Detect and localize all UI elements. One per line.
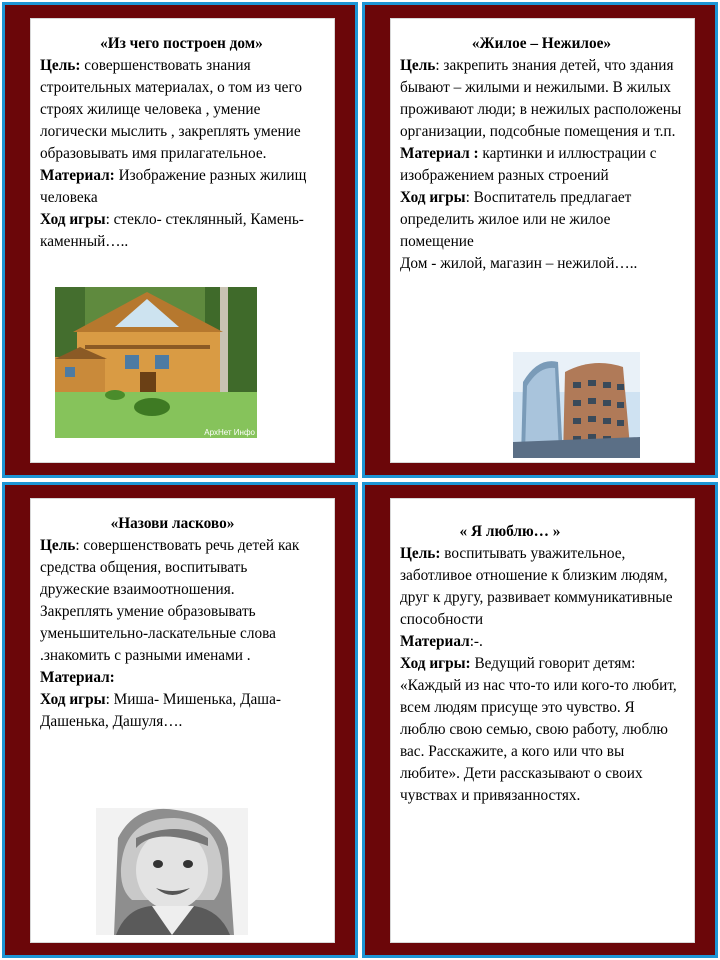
card-3-material-label: Материал: — [40, 669, 115, 686]
card-4-course-text: Ведущий говорит детям: «Каждый из нас что-то или кого-то любит, всем людям присуще это чувство. Я люблю свою семью, свою работу, люблю вас. Расскажите, а кого или что вы любите». Дети рассказывают о своих чувствах и привязанностях. — [400, 655, 677, 804]
card-3-goal-label: Цель — [40, 537, 76, 554]
card-2-example-text: Дом - жилой, магазин – нежилой….. — [400, 255, 638, 272]
card-1-course-text: : стекло- стеклянный, Камень-каменный….. — [40, 211, 304, 250]
wooden-house-photo — [55, 287, 257, 438]
card-4-goal-label: Цель: — [400, 545, 441, 562]
card-1-goal-label: Цель: — [40, 57, 81, 74]
card-2-material-text: картинки и иллюстрации с изображением разных строений — [400, 145, 657, 184]
card-2-material-label: Материал : — [400, 145, 479, 162]
card-1-course-label: Ход игры — [40, 211, 106, 228]
card-2-title: «Жилое – Нежилое» — [471, 35, 612, 52]
card-1-goal-text: совершенствовать знания строительных материалах, о том из чего строях жилище человека , умение логически мыслить , закреплять умение образовывать имя прилагательное. — [40, 57, 302, 162]
card-3-goal-text: : совершенствовать речь детей как средства общения, воспитывать дружеские взаимоотношения. Закреплять умение образовывать уменьшительно-ласкательные слова .знакомить с разными именами . — [40, 537, 300, 664]
card-3-course-text: : Миша- Мишенька, Даша- Дашенька, Дашуля…. — [40, 691, 281, 730]
card-1-title: «Из чего построен дом» — [100, 35, 263, 52]
card-4-body — [400, 543, 683, 807]
card-4-material-label: Материал — [400, 633, 470, 650]
card-2-goal-text: : закрепить знания детей, что здания бывают – жилыми и нежилыми. В жилых проживают люди; в нежилых расположены организации, подсобные помещения и т.п. — [400, 57, 682, 140]
photo-watermark: АрхНет Инфо — [204, 428, 255, 437]
card-4-material-text: :-. — [469, 633, 483, 650]
card-3-title: «Назови ласково» — [110, 515, 235, 532]
modern-building-photo — [513, 352, 640, 458]
card-4-title: « Я люблю… » — [459, 523, 561, 540]
card-1-material-text: Изображение разных жилищ человека — [40, 167, 307, 206]
card-2-goal-label: Цель — [400, 57, 436, 74]
card-4-course-label: Ход игры: — [400, 655, 471, 672]
card-3-body — [40, 535, 305, 733]
card-1-body — [40, 55, 325, 253]
smiling-child-photo — [96, 808, 248, 935]
card-2-course-text: : Воспитатель предлагает определить жилое или не жилое помещение — [400, 189, 632, 250]
card-4-goal-text: воспитывать уважительное, заботливое отношение к близким людям, друг к другу, развивает коммуникативные способности — [400, 545, 673, 628]
card-1-material-label: Материал: — [40, 167, 115, 184]
card-2-course-label: Ход игры — [400, 189, 466, 206]
card-2-body — [400, 55, 685, 275]
card-3-course-label: Ход игры — [40, 691, 106, 708]
